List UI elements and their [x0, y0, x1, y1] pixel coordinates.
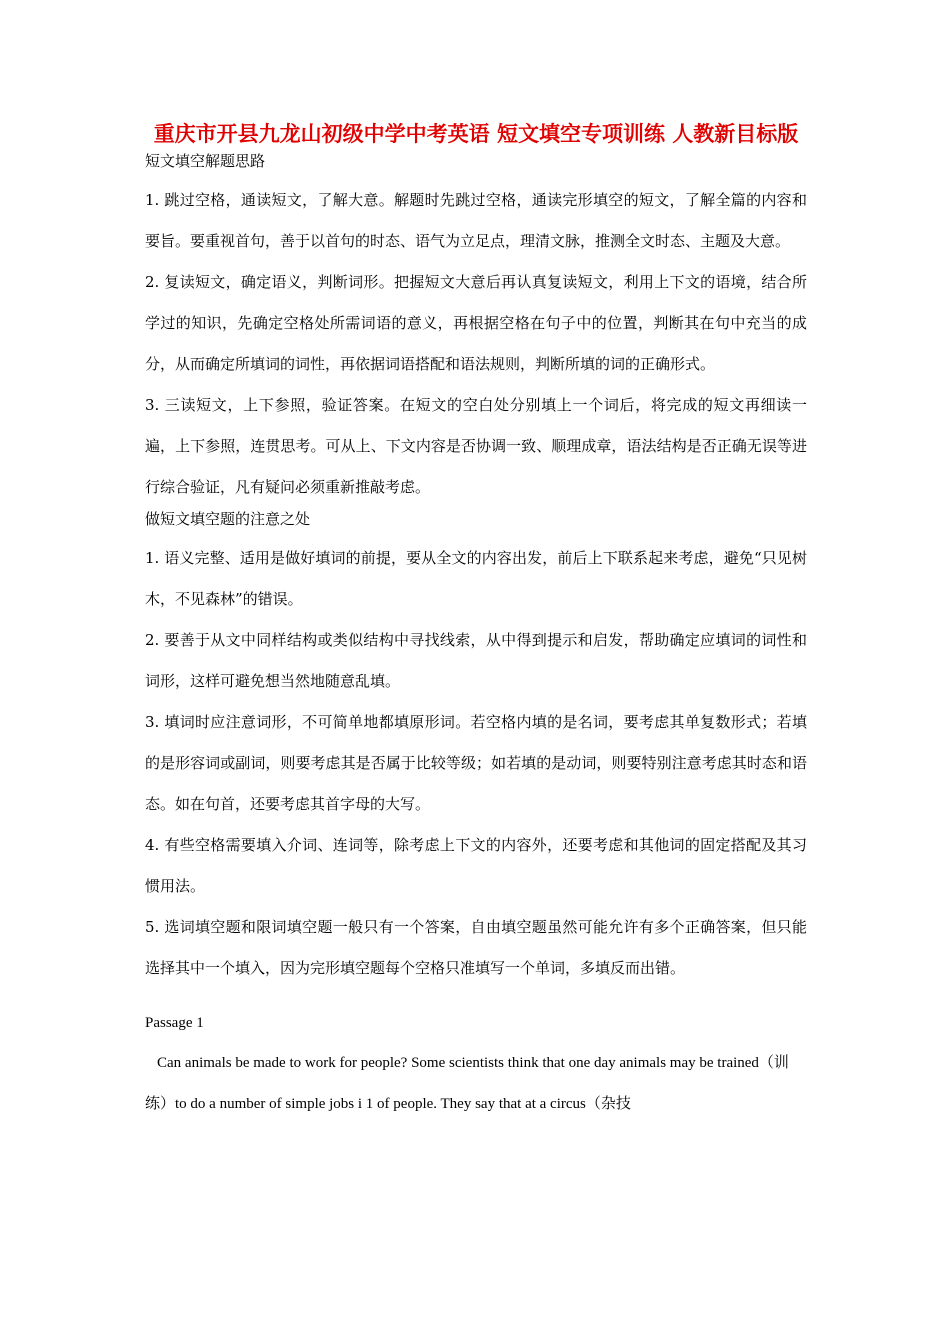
section2-item-5: 5. 选词填空题和限词填空题一般只有一个答案，自由填空题虽然可能允许有多个正确答案，但只能选择其中一个填入，因为完形填空题每个空格只准填写一个单词，多填反而出错。 — [145, 918, 807, 977]
passage-title: Passage 1 — [145, 1015, 204, 1031]
section1-item-2: 2. 复读短文，确定语义，判断词形。把握短文大意后再认真复读短文，利用上下文的语境，结合所学过的知识，先确定空格处所需词语的意义，再根据空格在句子中的位置，判断其在句中充当的成分，从而确定所填词的词性，再依据词语搭配和语法规则，判断所填的词的正确形式。 — [145, 273, 807, 373]
section2-item-3: 3. 填词时应注意词形，不可简单地都填原形词。若空格内填的是名词，要考虑其单复数形式；若填的是形容词或副词，则要考虑其是否属于比较等级；如若填的是动词，则要特别注意考虑其时态和语态。如在句首，还要考虑其首字母的大写。 — [145, 713, 807, 813]
document-title: 重庆市开县九龙山初级中学中考英语 短文填空专项训练 人教新目标版 — [153, 122, 799, 146]
section1-item-3: 3. 三读短文，上下参照，验证答案。在短文的空白处分别填上一个词后，将完成的短文再细读一遍，上下参照，连贯思考。可从上、下文内容是否协调一致、顺理成章，语法结构是否正确无误等进行综合验证，凡有疑问必须重新推敲考虑。 — [145, 396, 807, 496]
section2-item-1: 1. 语义完整、适用是做好填词的前提，要从全文的内容出发，前后上下联系起来考虑，避免“只见树木，不见森林”的错误。 — [145, 549, 807, 608]
section2-item-4: 4. 有些空格需要填入介词、连词等，除考虑上下文的内容外，还要考虑和其他词的固定搭配及其习惯用法。 — [145, 836, 807, 895]
document-page — [145, 120, 807, 1125]
section1-heading: 短文填空解题思路 — [145, 152, 266, 170]
section2-heading: 做短文填空题的注意之处 — [145, 510, 311, 528]
section2-item-2: 2. 要善于从文中同样结构或类似结构中寻找线索，从中得到提示和启发，帮助确定应填词的词性和词形，这样可避免想当然地随意乱填。 — [145, 631, 807, 690]
spacer — [145, 989, 807, 1009]
section1-item-1: 1. 跳过空格，通读短文，了解大意。解题时先跳过空格，通读完形填空的短文，了解全篇的内容和要旨。要重视首句，善于以首句的时态、语气为立足点，理清文脉，推测全文时态、主题及大意。 — [145, 191, 807, 250]
passage-text: Can animals be made to work for people? Some scientists think that one day animals may be trained（训练）to do a number of simple jobs i 1 of people. They say that at a circus（杂技 — [145, 1055, 789, 1112]
